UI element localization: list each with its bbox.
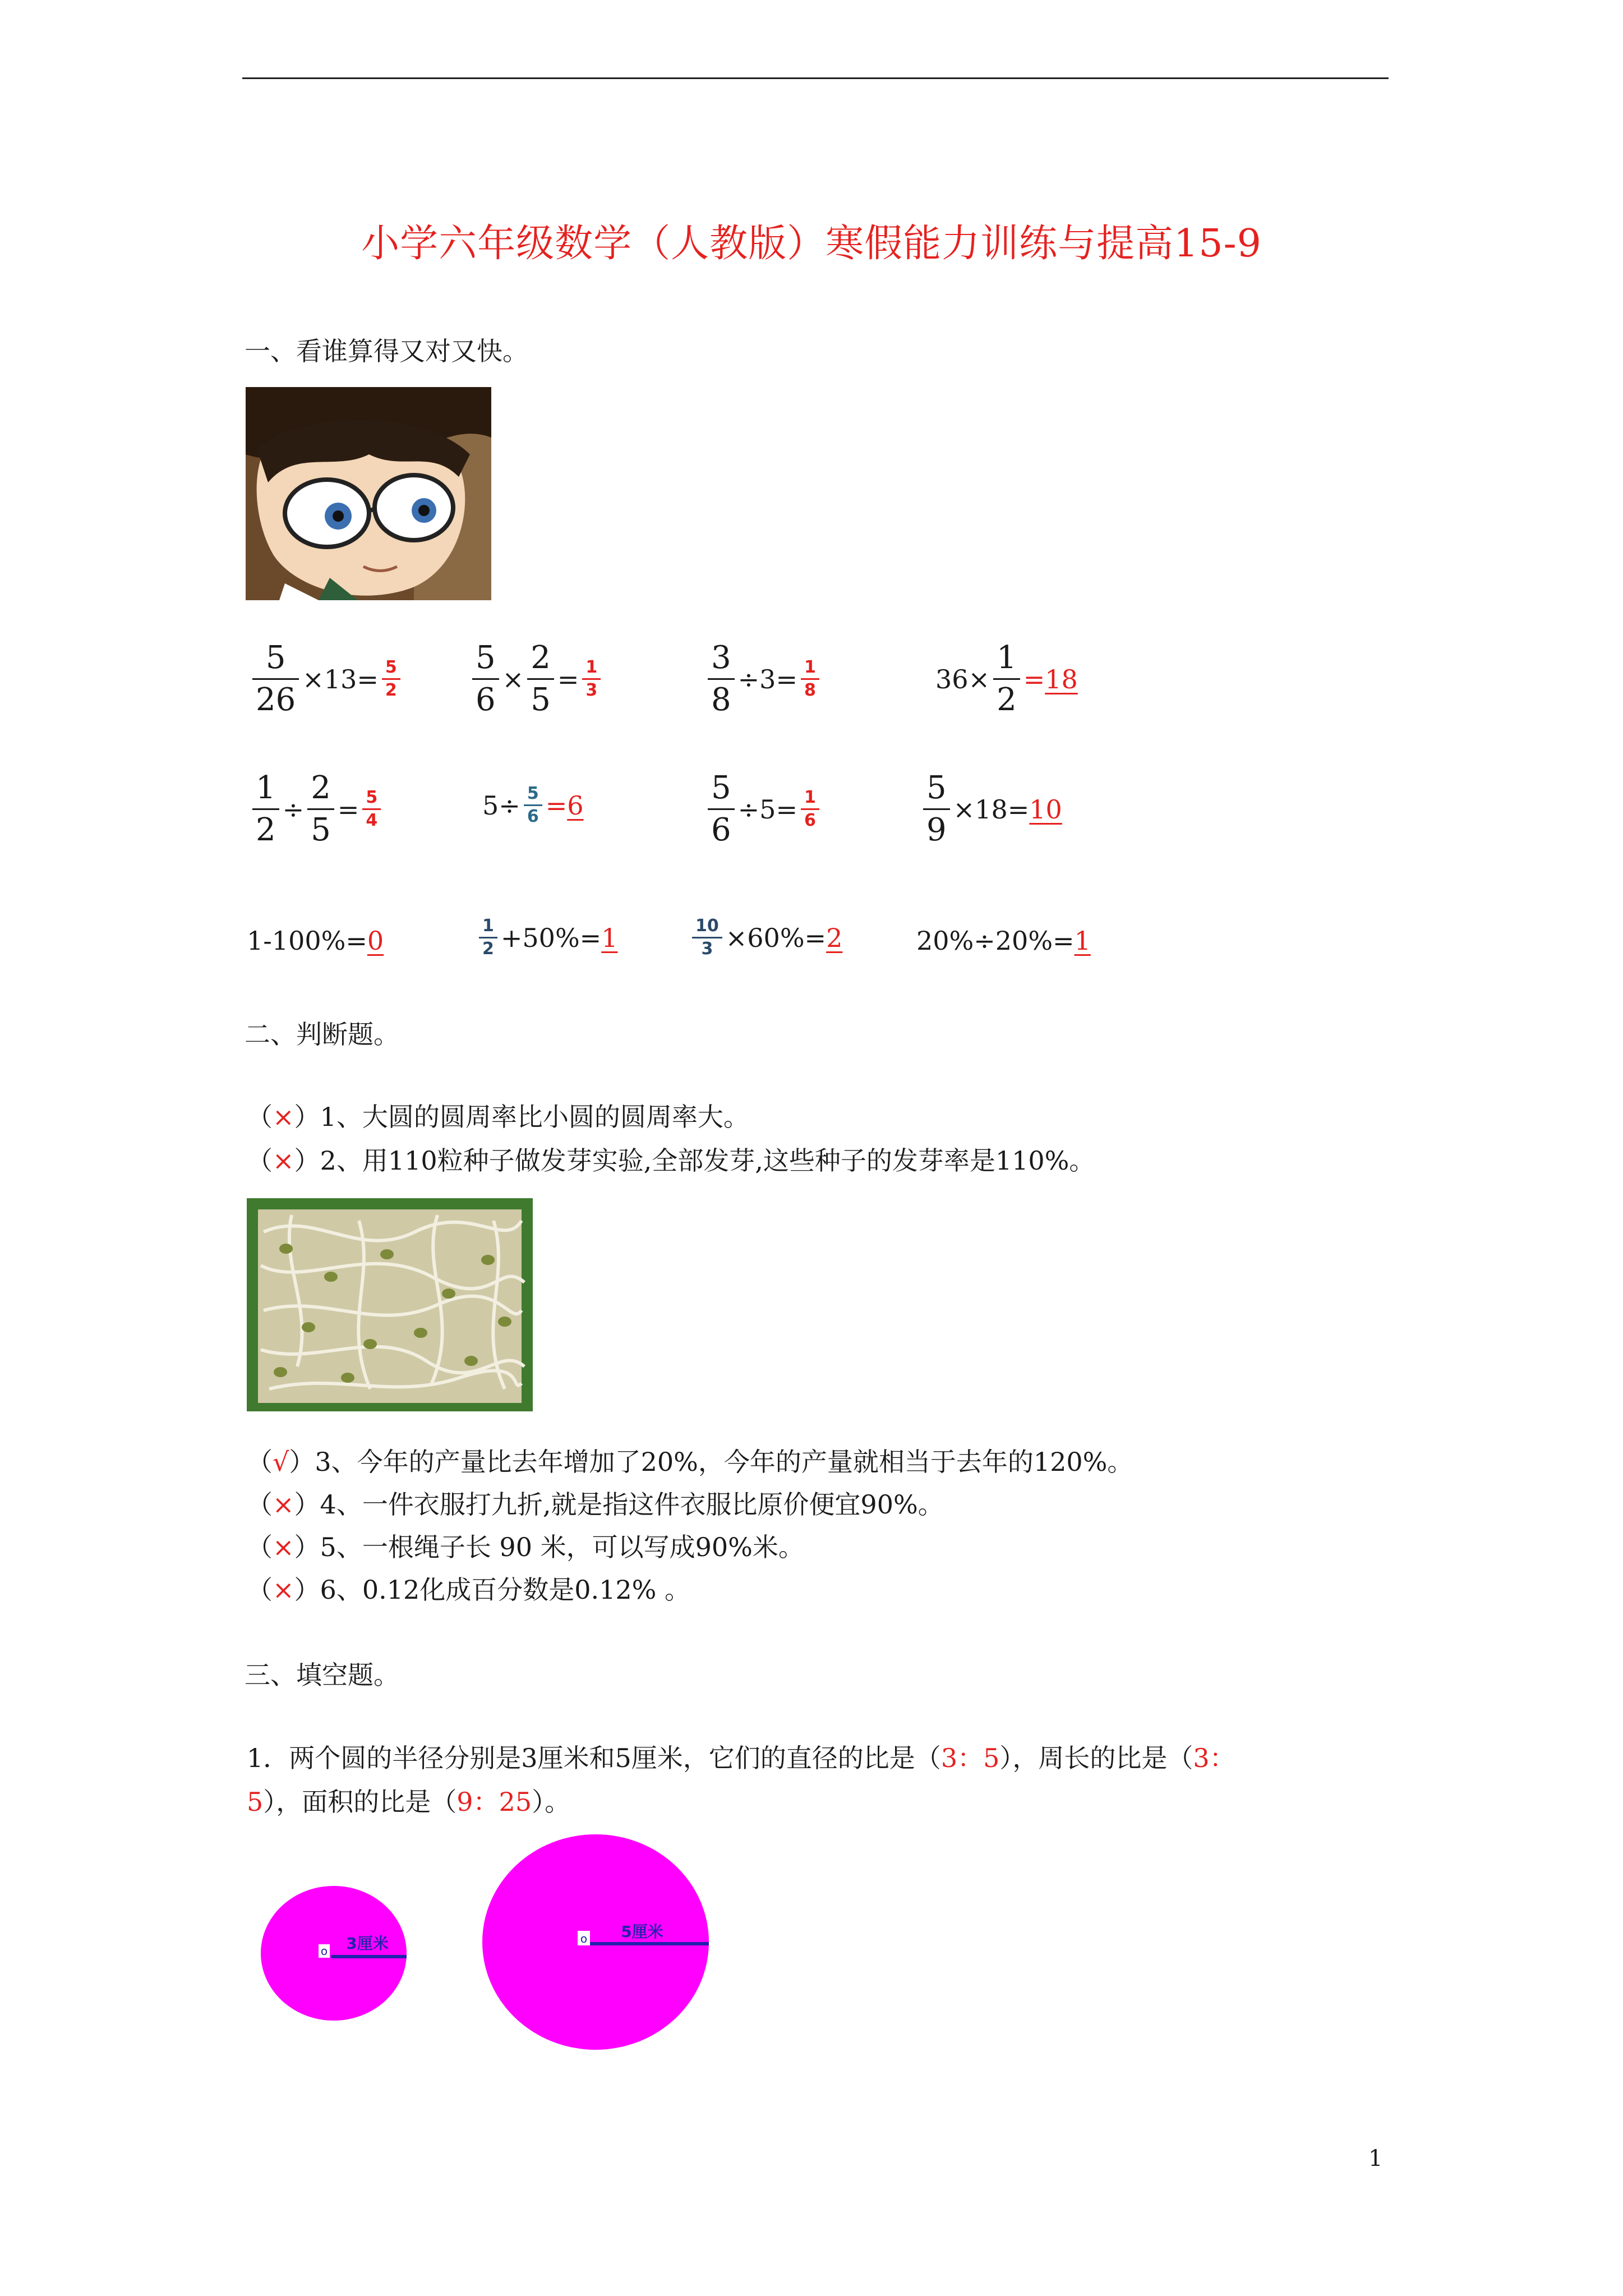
answer-fraction: $\frac{1}{6}$: [801, 789, 819, 829]
judge-item-6: （×）6、0.12化成百分数是0.12% 。: [247, 1575, 690, 1605]
fraction: $\frac{5}{6}$: [472, 642, 499, 716]
small-circle-center-label: o: [320, 1944, 328, 1958]
fraction: $\frac{1}{2}$: [479, 918, 497, 958]
judge-item-3: （√）3、今年的产量比去年增加了20%，今年的产量就相当于去年的120%。: [247, 1447, 1133, 1477]
calc-1-3: [704, 639, 823, 718]
judge-mark: ×: [273, 1532, 294, 1562]
equals: =: [545, 790, 568, 821]
judge-item-4: （×）4、一件衣服打九折,就是指这件衣服比原价便宜90%。: [247, 1489, 944, 1520]
calc-2-2: [482, 785, 584, 825]
fraction: $\frac{5}{26}$: [252, 642, 299, 716]
calc-1-2: [469, 639, 604, 718]
judge-item-2: （×）2、用110粒种子做发芽实验,全部发芽,这些种子的发芽率是110%。: [247, 1145, 1095, 1176]
answer-fraction: $\frac{1}{8}$: [801, 659, 819, 699]
answer: 0: [367, 926, 384, 956]
fraction: $\frac{10}{3}$: [692, 918, 722, 958]
fraction: $\frac{5}{9}$: [923, 772, 950, 846]
fraction: $\frac{2}{5}$: [527, 642, 554, 716]
large-circle-radius-label: 5厘米: [621, 1922, 663, 1941]
equals: =: [557, 664, 579, 694]
expression: +50%=: [500, 922, 602, 953]
answer-fraction: $\frac{5}{2}$: [382, 659, 400, 699]
answer-fraction: $\frac{5}{4}$: [362, 789, 381, 829]
judge-mark: ×: [273, 1489, 294, 1520]
section1-heading: 一、看谁算得又对又快。: [245, 336, 528, 366]
operator: ÷: [282, 794, 305, 825]
calc-1-4: [935, 639, 1078, 718]
answer: 18: [1045, 664, 1078, 694]
answer: 3：: [1193, 1743, 1235, 1773]
operator: 36×: [935, 664, 990, 694]
equals: =: [1023, 664, 1045, 694]
expression: ×60%=: [725, 922, 827, 953]
fraction: $\frac{2}{5}$: [307, 772, 334, 846]
header-rule: [242, 77, 1389, 79]
fraction: $\frac{1}{2}$: [993, 642, 1020, 716]
answer: 2: [826, 922, 843, 953]
fraction: $\frac{1}{2}$: [252, 772, 279, 846]
fraction: $\frac{5}{6}$: [708, 772, 735, 846]
fraction: $\frac{5}{6}$: [524, 785, 542, 825]
answer: 9：25: [457, 1787, 532, 1817]
operator: ÷5=: [737, 794, 797, 825]
answer: 1: [1074, 926, 1091, 956]
expression: 20%÷20%=: [916, 926, 1075, 956]
section2-heading: 二、判断题。: [245, 1019, 399, 1050]
judge-mark: ×: [273, 1145, 294, 1176]
answer: 10: [1029, 794, 1062, 825]
cartoon-boy-image: [246, 387, 491, 600]
answer: 3：5: [940, 1743, 1000, 1773]
expression: 1-100%=: [247, 926, 367, 956]
section3-heading: 三、填空题。: [245, 1660, 399, 1690]
calc-2-3: [704, 772, 823, 846]
operator: ÷3=: [737, 664, 797, 694]
operator: ×18=: [953, 794, 1030, 825]
small-circle: [261, 1886, 407, 2021]
fill-q1-line2: 5），面积的比是（9：25）。: [247, 1787, 571, 1817]
calc-2-1: [249, 772, 384, 846]
page-title: 小学六年级数学（人教版）寒假能力训练与提高15-9: [361, 222, 1262, 266]
calc-2-4: [920, 772, 1062, 846]
judge-mark: √: [273, 1447, 289, 1477]
page-number: 1: [1368, 2146, 1383, 2171]
operator: 5÷: [482, 790, 520, 821]
large-circle-center-label: o: [580, 1932, 588, 1945]
small-circle-radius-label: 3厘米: [346, 1934, 389, 1953]
fraction: $\frac{3}{8}$: [708, 642, 735, 716]
calc-3-3: [689, 918, 842, 958]
bean-sprouts-image: [247, 1198, 533, 1411]
answer: 1: [601, 922, 618, 953]
calc-1-1: [249, 639, 404, 718]
calc-3-4: [916, 926, 1091, 956]
judge-item-1: （×）1、大圆的圆周率比小圆的圆周率大。: [247, 1102, 749, 1132]
answer-fraction: $\frac{1}{3}$: [582, 659, 601, 699]
equals: =: [337, 794, 359, 825]
operator: ×13=: [302, 664, 379, 694]
calc-3-2: [476, 918, 617, 958]
judge-mark: ×: [273, 1102, 294, 1132]
circles-diagram: [247, 1834, 740, 2070]
answer: 6: [567, 790, 584, 821]
fill-q1-line1: 1．两个圆的半径分别是3厘米和5厘米，它们的直径的比是（3：5），周长的比是（3：: [247, 1743, 1235, 1773]
calc-3-1: [247, 926, 384, 956]
answer: 5: [247, 1787, 264, 1817]
judge-mark: ×: [273, 1575, 294, 1605]
judge-item-5: （×）5、一根绳子长 90 米，可以写成90%米。: [247, 1532, 804, 1562]
operator: ×: [502, 664, 524, 694]
